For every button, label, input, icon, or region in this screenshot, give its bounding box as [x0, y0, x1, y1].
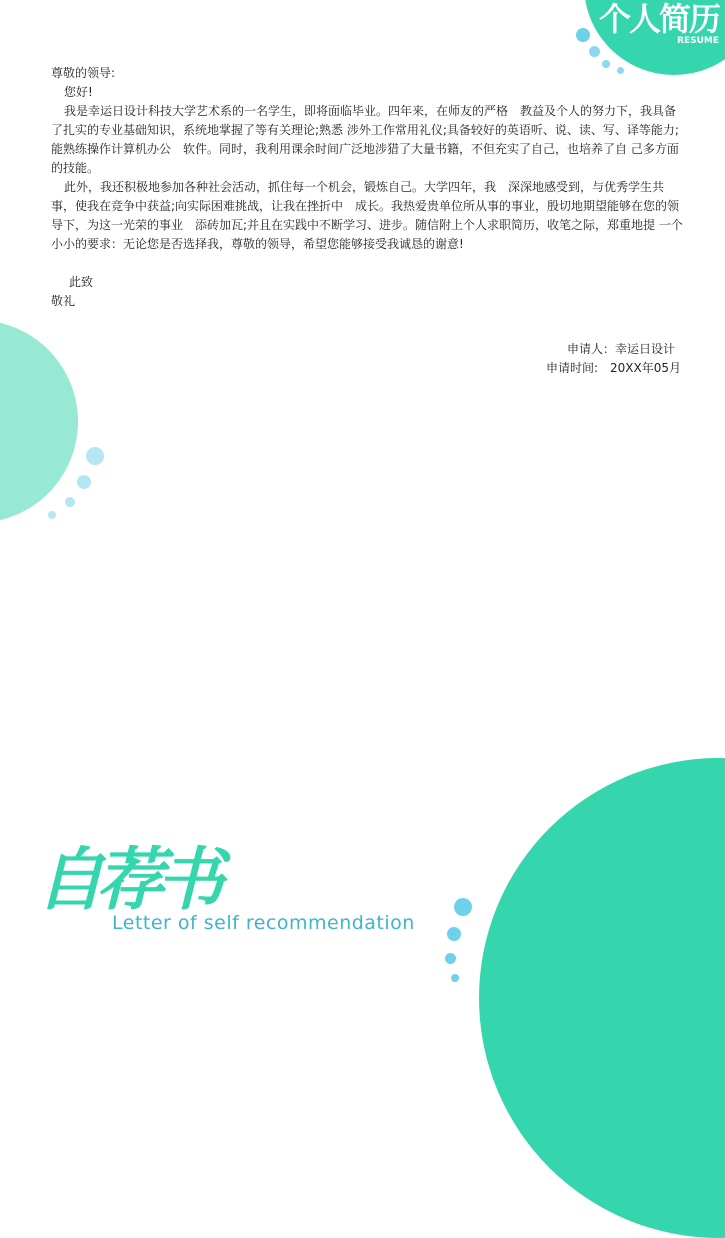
dot [445, 953, 456, 964]
resume-logo [599, 2, 719, 46]
dot [65, 497, 75, 507]
closing-line-2: 敬礼 [51, 294, 76, 308]
brand-title-en: Letter of self recommendation [112, 912, 415, 934]
dot [451, 974, 459, 982]
letter-body [51, 64, 683, 311]
dot [589, 46, 600, 57]
signature-block [546, 340, 681, 378]
logo-subtitle: RESUME [677, 36, 719, 46]
paragraph-1: 我是幸运日设计科技大学艺术系的一名学生，即将面临毕业。四年来，在师友的严格 教益及个人的努力下，我具备了扎实的专业基础知识，系统地掌握了等有关理论;熟悉 涉外工作常用礼仪;具备较好的英语听、说、读、写、译等能力;能熟练操作计算机办公 软件。同时，我利用课余时间广泛地涉猎了大量书籍，不但充实了自己，也培养了自 己多方面的技能。 [51, 104, 679, 175]
dot [86, 447, 104, 465]
bottom-right-circle [479, 758, 725, 1238]
dot [454, 898, 472, 916]
dot [48, 511, 56, 519]
brand-title-cn: 自荐书 [36, 840, 217, 920]
dot [77, 475, 91, 489]
dot [447, 927, 461, 941]
greeting: 您好! [64, 85, 93, 99]
dot [576, 28, 590, 42]
paragraph-2: 此外，我还积极地参加各种社会活动，抓住每一个机会，锻炼自己。大学四年，我 深深地感受到，与优秀学生共事，使我在竞争中获益;向实际困难挑战，让我在挫折中 成长。我热爱贵单位所从事的事业，殷切地期望能够在您的领导下，为这一光荣的事业 添砖加瓦;并且在实践中不断学习、进步。随信附上个人求职简历，收笔之际，郑重地提 一个小小的要求：无论您是否选择我，尊敬的领导，希望您能够接受我诚恳的谢意! [51, 180, 683, 251]
salutation: 尊敬的领导: [51, 66, 116, 80]
left-circle [0, 320, 78, 523]
applicant: 申请人：幸运日设计 [566, 342, 675, 356]
logo-title: 个人简历 [598, 0, 719, 38]
application-date: 申请时间: 20XX年05月 [545, 361, 681, 375]
closing-line-1: 此致 [69, 275, 94, 289]
